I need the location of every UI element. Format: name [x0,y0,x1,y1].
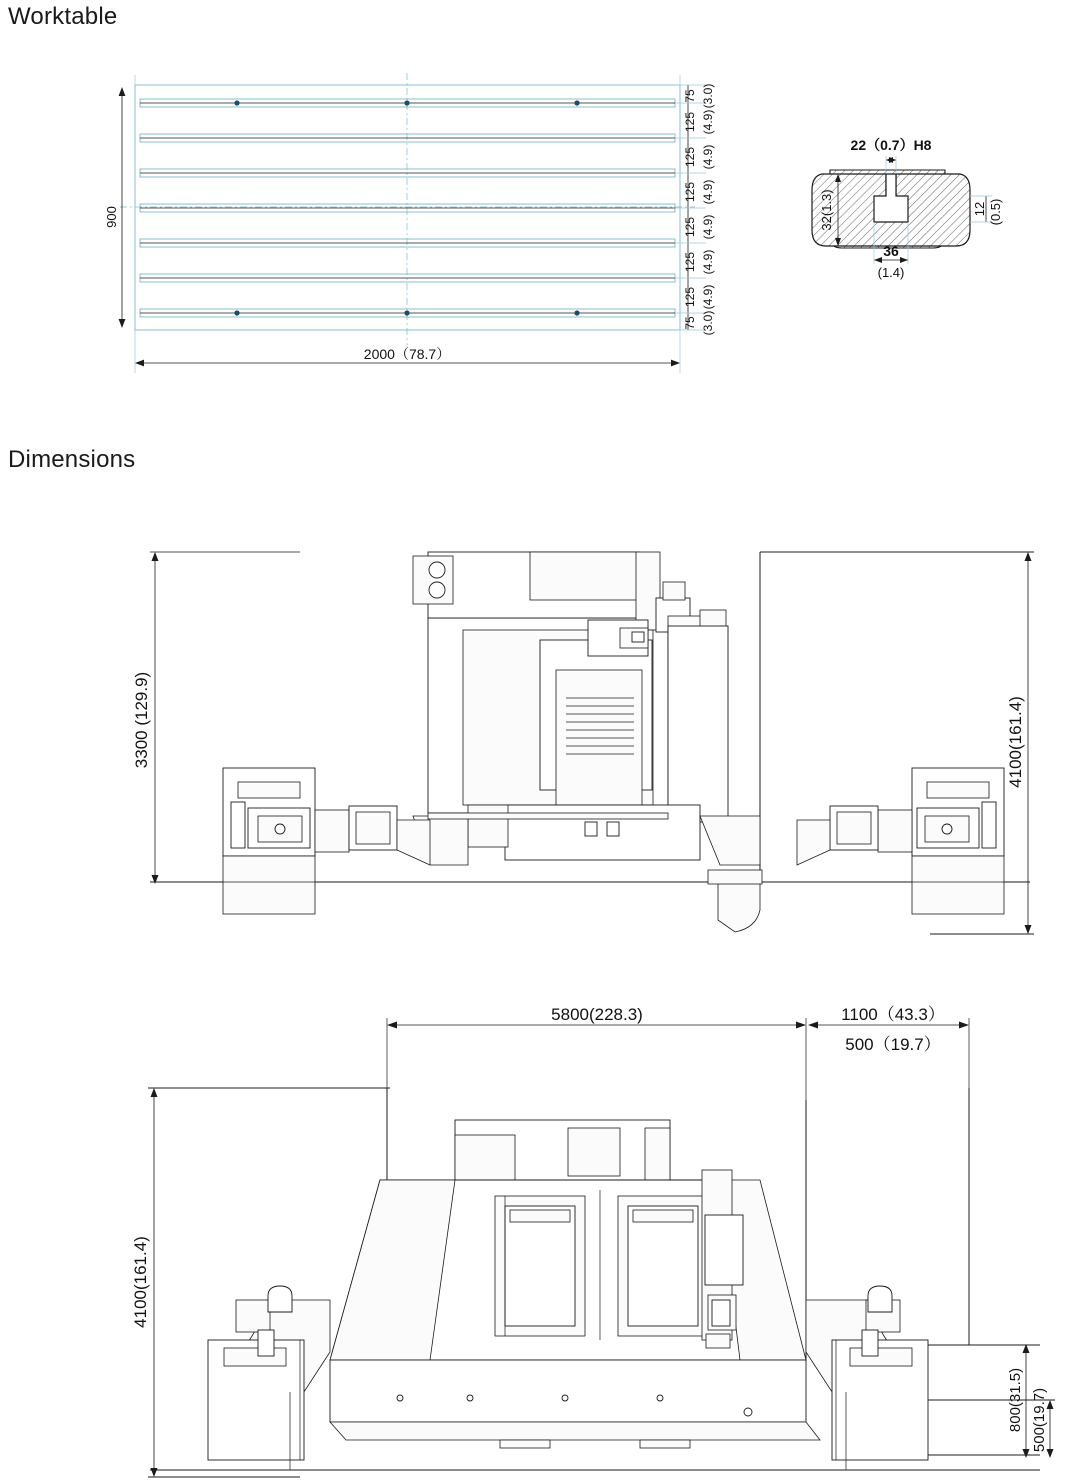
side-view-width-right-2-label: 500（19.7） [845,1035,941,1054]
pitch-inch-5: (4.9) [701,249,715,275]
worktable-top-view [0,55,780,385]
worktable-slots [140,99,675,317]
pitch-inch-6: (4.9) [701,284,715,310]
pitch-inch-2: (4.9) [701,144,715,170]
pitch-label-0: 75 [683,89,697,103]
pitch-label-3: 125 [683,181,697,203]
pitch-label-7: 75 [683,316,697,330]
tslot-lip-label: 12 [972,201,987,217]
side-view-left-height-label: 4100(161.4) [131,1236,150,1328]
worktable-length-dimension [135,346,680,366]
chip-conveyor-side-left [208,1286,330,1470]
side-view-width-right-dimension [808,1005,969,1090]
worktable-length-label: 2000（78.7） [363,346,451,362]
pitch-label-5: 125 [683,251,697,273]
worktable-width-dimension [104,87,125,328]
side-view-width-main-label: 5800(228.3) [551,1005,643,1024]
tslot-top-width-label: 22（0.7）H8 [850,137,932,153]
tslot-bottom-width-label: 36 [883,243,899,259]
front-view-left-height-label: 3300 (129.9) [132,671,151,769]
page-title-worktable: Worktable [8,3,118,30]
side-view-right-bottom-dimensions [928,1344,1055,1458]
pitch-inch-7: (3.0) [701,310,715,336]
tslot-profile [812,174,970,246]
machine-body-side [330,1120,820,1448]
side-view-height-right-2-label: 500(19.7) [1031,1387,1048,1453]
tslot-bottom-inch-label: (1.4) [877,265,905,280]
machine-body-front [413,552,760,865]
worktable-width-label: 900 [104,206,119,228]
page-title-dimensions: Dimensions [8,446,136,473]
front-view-right-height-label: 4100(161.4) [1006,696,1025,788]
pitch-label-2: 125 [683,146,697,168]
pitch-inch-0: (3.0) [701,83,715,109]
tslot-lip-dimension [970,196,1003,225]
tslot-top-width-dimension [851,137,932,174]
chip-conveyor-right [797,768,1004,914]
pitch-inch-4: (4.9) [701,214,715,240]
pitch-label-6: 125 [683,286,697,308]
pitch-inch-3: (4.9) [701,179,715,205]
tslot-cross-section [800,130,1070,320]
chip-conveyor-side-right [806,1286,928,1470]
tslot-lip-inch-label: (0.5) [988,198,1003,226]
worktable-pitch-chain [675,84,715,336]
pitch-label-1: 125 [683,111,697,133]
machine-front-view [0,520,1078,970]
side-view-width-right-1-label: 1100（43.3） [841,1005,945,1024]
tslot-depth-label: 32(1.3) [819,189,834,231]
chute-front-view [718,882,760,932]
side-view-height-right-1-label: 800(31.5) [1007,1367,1024,1433]
machine-side-view [0,1000,1078,1483]
chip-conveyor-left [223,768,430,914]
pitch-inch-1: (4.9) [701,109,715,135]
side-view-width-main-dimension [387,1005,806,1120]
pitch-label-4: 125 [683,216,697,238]
